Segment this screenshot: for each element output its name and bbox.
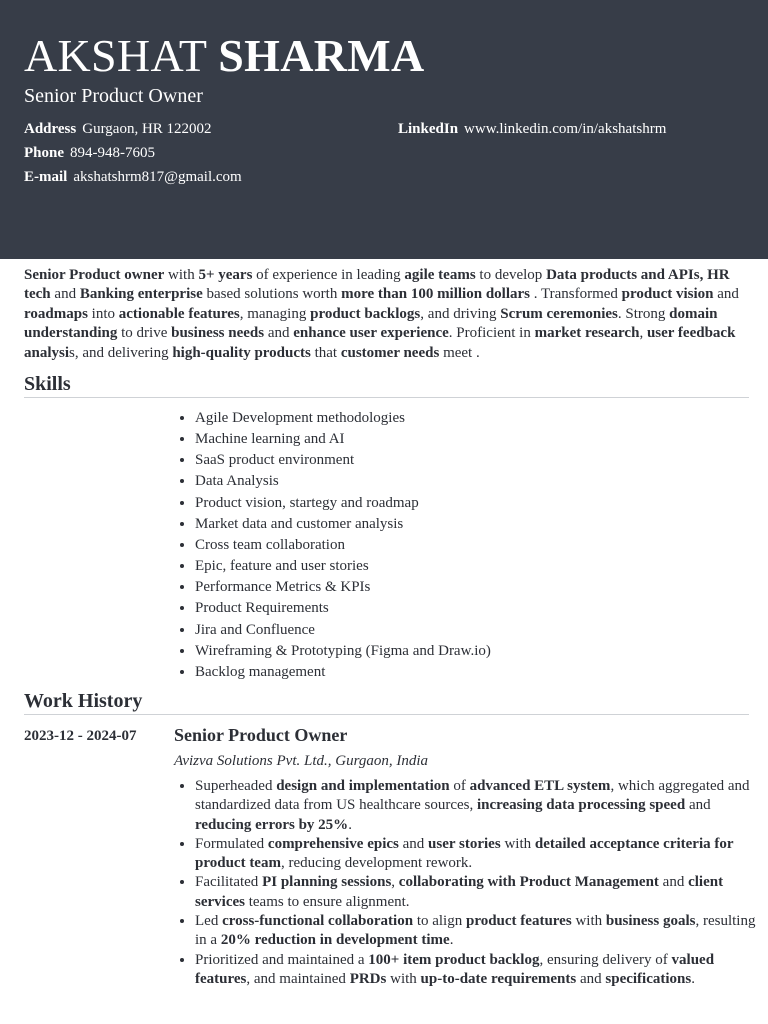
address-row xyxy=(24,120,212,138)
skill-item: • Epic, feature and user stories xyxy=(195,556,491,577)
summary-emphasis: agile teams xyxy=(404,267,476,283)
achievement-text: Led xyxy=(195,913,223,930)
skill-item: • Wireframing & Prototyping (Figma and Draw.io) xyxy=(195,641,491,662)
achievement-emphasis: advanced ETL system xyxy=(469,778,611,794)
phone-value: 894-948-7605 xyxy=(70,145,156,161)
summary-emphasis: market research xyxy=(534,325,640,342)
summary-text: . Proficient in xyxy=(448,325,535,342)
summary-emphasis: domain understanding xyxy=(24,305,718,342)
achievement-text: Formulated xyxy=(195,835,268,852)
achievement-text: of xyxy=(449,778,470,794)
achievement-text: and xyxy=(658,874,689,891)
address-value: Gurgaon, HR 122002 xyxy=(82,121,212,137)
achievement-emphasis: detailed acceptance criteria for product team xyxy=(195,835,734,872)
summary-text: , xyxy=(639,325,647,342)
summary-emphasis: Senior Product owner xyxy=(24,267,165,283)
summary-emphasis: roadmaps xyxy=(24,305,88,322)
phone-row xyxy=(24,144,155,162)
achievement-text: , ensuring delivery of xyxy=(539,951,672,968)
achievement-emphasis: user stories xyxy=(428,835,501,852)
summary-text: meet . xyxy=(439,344,480,361)
resume-header xyxy=(0,0,768,259)
summary-text: and xyxy=(713,286,739,303)
summary-emphasis: business needs xyxy=(171,325,265,342)
skill-item: • Market data and customer analysis xyxy=(195,514,491,535)
first-name: AKSHAT xyxy=(24,30,207,81)
skill-item: • Performance Metrics & KPIs xyxy=(195,577,491,598)
achievement-emphasis: business goals xyxy=(605,913,696,930)
summary-text: based solutions worth xyxy=(202,286,342,303)
achievement-text: Prioritized and maintained a xyxy=(195,951,369,968)
linkedin-row xyxy=(398,120,666,138)
skill-item: • Cross team collaboration xyxy=(195,535,491,556)
summary-emphasis: HR tech xyxy=(24,267,730,303)
achievement-text: teams to ensure alignment. xyxy=(244,893,410,910)
phone-label: Phone xyxy=(24,145,65,161)
job-company: Avizva Solutions Pvt. Ltd., Gurgaon, India xyxy=(174,753,429,769)
achievement-emphasis: up-to-date requirements xyxy=(420,970,577,987)
achievement-text: to align xyxy=(413,913,466,930)
achievement-text: , xyxy=(391,874,399,891)
work-history-heading: Work History xyxy=(24,690,143,712)
candidate-name xyxy=(24,28,425,84)
professional-summary xyxy=(24,266,748,363)
summary-text: into xyxy=(87,305,119,322)
work-history-divider xyxy=(24,714,749,715)
linkedin-label: LinkedIn xyxy=(398,121,459,137)
skill-item: • Machine learning and AI xyxy=(195,429,491,450)
summary-emphasis: Scrum ceremonies xyxy=(500,305,618,322)
summary-text: to drive xyxy=(117,325,172,342)
achievement-emphasis: 100+ item product backlog xyxy=(368,951,540,968)
skill-item: • Jira and Confluence xyxy=(195,620,491,641)
skill-item: • SaaS product environment xyxy=(195,450,491,471)
summary-text: , and driving xyxy=(420,305,501,322)
skill-item: • Data Analysis xyxy=(195,471,491,492)
linkedin-link[interactable]: www.linkedin.com/in/akshatshrm xyxy=(464,121,667,137)
achievement-emphasis: specifications xyxy=(605,970,692,987)
achievement-emphasis: collaborating with Product Management xyxy=(398,874,659,891)
summary-text: that xyxy=(310,344,341,361)
achievement-emphasis: increasing data processing speed xyxy=(476,797,686,814)
achievement-text: with xyxy=(571,913,606,930)
summary-text: s, and delivering xyxy=(69,344,173,361)
summary-emphasis: customer needs xyxy=(340,344,440,361)
job-title: Senior Product Owner xyxy=(174,725,348,745)
summary-emphasis: Banking enterprise xyxy=(79,286,203,303)
last-name: SHARMA xyxy=(218,30,425,81)
summary-emphasis: high-quality products xyxy=(172,344,311,361)
summary-text: and xyxy=(264,325,294,342)
summary-emphasis: more than 100 million dollars xyxy=(341,286,530,303)
summary-emphasis: enhance user experience xyxy=(293,325,449,342)
summary-text: , managing xyxy=(239,305,311,322)
summary-text: . Transformed xyxy=(530,286,622,303)
achievement-item xyxy=(195,835,768,874)
job-dates: 2023-12 - 2024-07 xyxy=(24,728,137,744)
skill-item: • Agile Development methodologies xyxy=(195,408,491,429)
skill-item: • Product Requirements xyxy=(195,598,491,619)
achievement-text: with xyxy=(386,970,421,987)
summary-emphasis: product vision xyxy=(621,286,714,303)
achievement-item xyxy=(195,951,768,990)
achievement-text: . xyxy=(449,932,454,949)
achievement-emphasis: client services xyxy=(195,874,724,910)
achievement-item xyxy=(195,873,768,912)
achievement-emphasis: comprehensive epics xyxy=(267,835,399,852)
summary-text: and xyxy=(50,286,80,303)
achievement-text: . xyxy=(691,970,695,987)
achievement-text: , which aggregated and standardized data from US healthcare sources, xyxy=(195,778,750,814)
summary-text: . Strong xyxy=(617,305,670,322)
achievement-text: . xyxy=(348,816,352,833)
summary-emphasis: 5+ years xyxy=(198,267,253,283)
summary-emphasis: user feedback analysi xyxy=(24,325,736,361)
achievement-text: and xyxy=(398,835,429,852)
achievement-text: , and maintained xyxy=(246,970,350,987)
summary-text: of experience in leading xyxy=(252,267,405,283)
job-title-heading: Senior Product Owner xyxy=(24,85,203,107)
summary-emphasis: Data products and APIs, xyxy=(546,267,704,283)
achievement-item xyxy=(195,912,768,951)
summary-text: to develop xyxy=(475,267,547,283)
job-achievements-list xyxy=(174,777,768,989)
skills-list xyxy=(174,408,491,683)
email-row xyxy=(24,168,242,186)
achievement-text: Superheaded xyxy=(195,778,277,794)
achievement-emphasis: PI planning sessions xyxy=(262,874,392,891)
achievement-emphasis: reducing errors by 25% xyxy=(195,816,349,833)
achievement-text: , resulting in a xyxy=(195,913,756,949)
achievement-text: and xyxy=(685,797,711,814)
achievement-emphasis: product features xyxy=(465,913,572,930)
achievement-emphasis: cross-functional collaboration xyxy=(222,913,414,930)
achievement-text: with xyxy=(500,835,535,852)
email-link[interactable]: akshatshrm817@gmail.com xyxy=(73,169,242,185)
achievement-emphasis: 20% reduction in development time xyxy=(220,932,450,949)
achievement-emphasis: design and implementation xyxy=(276,778,450,794)
skills-divider xyxy=(24,397,749,398)
skill-item: • Backlog management xyxy=(195,662,491,683)
skills-heading: Skills xyxy=(24,373,71,395)
achievement-emphasis: valued features xyxy=(195,951,715,987)
achievement-text: , reducing development rework. xyxy=(280,855,473,872)
summary-text: with xyxy=(164,267,199,283)
summary-emphasis: product backlogs xyxy=(310,305,421,322)
address-label: Address xyxy=(24,121,77,137)
achievement-item xyxy=(195,777,768,835)
email-label: E-mail xyxy=(24,169,68,185)
achievement-text: and xyxy=(576,970,606,987)
achievement-text: Facilitated xyxy=(195,874,263,891)
summary-emphasis: actionable features xyxy=(118,305,240,322)
achievement-emphasis: PRDs xyxy=(349,970,387,987)
skill-item: • Product vision, startegy and roadmap xyxy=(195,493,491,514)
